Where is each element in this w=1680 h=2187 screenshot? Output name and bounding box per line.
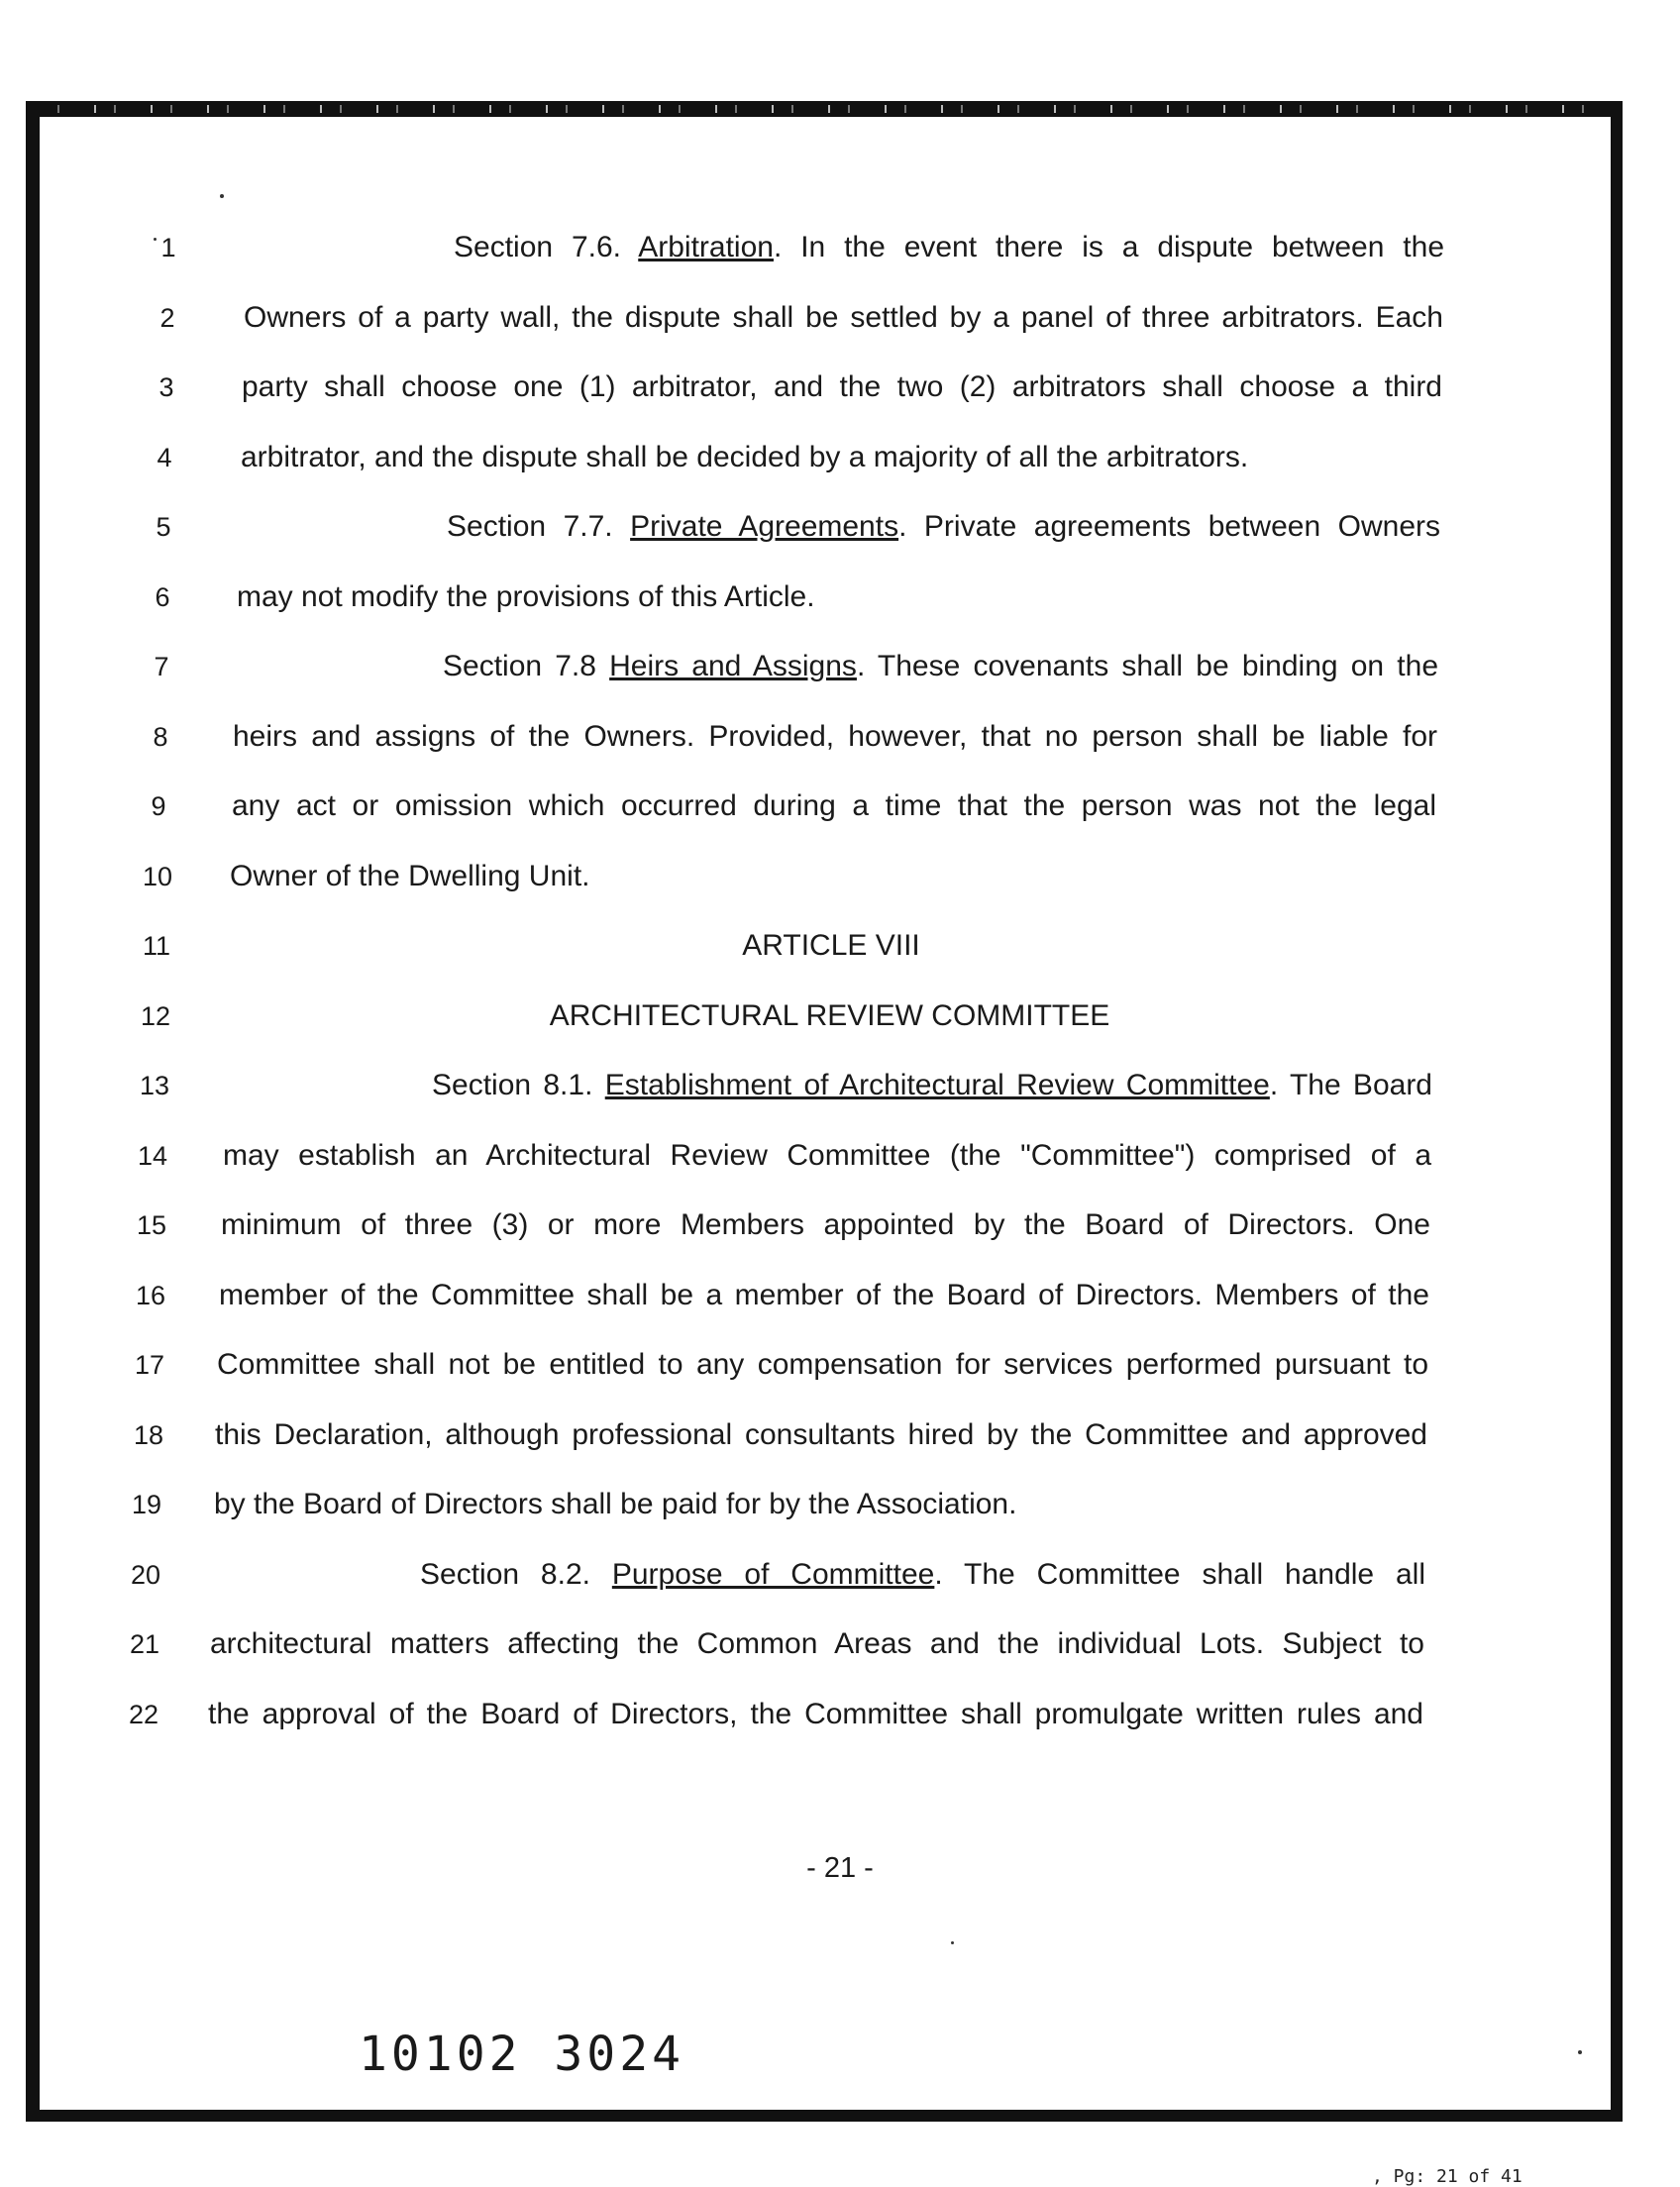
line-number: 7 xyxy=(154,652,169,681)
line-text: heirs and assigns of the Owners. Provided, however, that no person shall be liable for xyxy=(233,720,1437,753)
line-number: 8 xyxy=(153,722,168,752)
document-line xyxy=(221,1196,1430,1255)
line-text: . The Board xyxy=(1269,1069,1432,1101)
line-text: by the Board of Directors shall be paid for by the Association. xyxy=(214,1488,1017,1520)
line-text: Committee shall not be entitled to any compensation for services performed pursuant to xyxy=(217,1348,1428,1381)
line-number: 5 xyxy=(156,512,171,542)
document-line xyxy=(244,288,1443,348)
line-number: 14 xyxy=(137,1141,168,1171)
scan-speck xyxy=(1578,2050,1582,2054)
line-number: 15 xyxy=(136,1210,167,1240)
document-line xyxy=(214,1475,1426,1534)
line-text: Owner of the Dwelling Unit. xyxy=(230,860,590,892)
line-text: may not modify the provisions of this Article. xyxy=(237,580,815,613)
line-text: may establish an Architectural Review Committee (the "Committee") comprised of a xyxy=(223,1139,1431,1172)
document-line xyxy=(239,497,1440,557)
document-line xyxy=(242,358,1442,417)
scan-speck xyxy=(154,238,157,241)
document-line xyxy=(212,1545,1425,1605)
document-line xyxy=(228,916,1434,976)
section-heading: Heirs and Assigns xyxy=(609,650,857,682)
scan-speck xyxy=(220,194,224,198)
recording-stamp: 10102 3024 xyxy=(359,2027,684,2082)
document-line xyxy=(226,987,1433,1046)
document-line xyxy=(224,1056,1432,1115)
line-number: 10 xyxy=(142,862,173,891)
line-text: arbitrator, and the dispute shall be decided by a majority of all the arbitrators. xyxy=(241,441,1249,473)
line-text: member of the Committee shall be a member of the Board of Directors. Members of the xyxy=(219,1279,1429,1311)
line-text: the approval of the Board of Directors, the Committee shall promulgate written rules and xyxy=(208,1698,1423,1730)
line-text: Section 8.1. xyxy=(432,1069,605,1101)
document-line xyxy=(208,1685,1423,1744)
line-text: Section 7.8 xyxy=(443,650,610,682)
document-line xyxy=(210,1614,1424,1674)
document-line xyxy=(223,1126,1431,1186)
line-text: ARTICLE VIII xyxy=(742,929,920,962)
line-text: architectural matters affecting the Common Areas and the individual Lots. Subject to xyxy=(210,1627,1424,1660)
section-heading: Arbitration xyxy=(638,231,774,263)
document-line xyxy=(246,218,1444,277)
line-number: 22 xyxy=(128,1700,159,1729)
line-number: 3 xyxy=(158,372,174,402)
line-number: 6 xyxy=(155,582,170,612)
line-number: 12 xyxy=(140,1001,171,1031)
page-number: - 21 - xyxy=(806,1852,874,1884)
line-text: any act or omission which occurred during a time that the person was not the legal xyxy=(232,789,1436,822)
page-count-label: , Pg: 21 of 41 xyxy=(1372,2166,1522,2187)
section-heading: Establishment of Architectural Review Committee xyxy=(604,1069,1270,1101)
document-line xyxy=(215,1406,1427,1465)
line-text: ARCHITECTURAL REVIEW COMMITTEE xyxy=(549,999,1110,1032)
line-number: 13 xyxy=(139,1071,170,1100)
line-text: . The Committee shall handle all xyxy=(934,1558,1425,1591)
scan-border-noise xyxy=(40,105,1605,113)
section-heading: Private Agreements xyxy=(630,510,899,543)
line-number: 2 xyxy=(159,303,175,333)
line-text: . Private agreements between Owners xyxy=(898,510,1440,543)
scan-speck xyxy=(951,1941,954,1944)
line-text: . In the event there is a dispute between the xyxy=(773,231,1444,263)
document-line xyxy=(217,1335,1428,1395)
line-number: 11 xyxy=(142,931,171,961)
line-text: Section 7.6. xyxy=(454,231,639,263)
section-heading: Purpose of Committee xyxy=(611,1558,935,1591)
line-text: minimum of three (3) or more Members appointed by the Board of Directors. One xyxy=(221,1208,1430,1241)
line-number: 19 xyxy=(131,1490,162,1519)
document-line xyxy=(233,707,1437,767)
line-number: 21 xyxy=(129,1629,160,1659)
line-text: Section 7.7. xyxy=(447,510,631,543)
document-line xyxy=(241,428,1441,487)
line-number: 1 xyxy=(160,233,176,262)
document-line xyxy=(219,1266,1429,1325)
line-number: 16 xyxy=(135,1281,166,1310)
line-text: . These covenants shall be binding on the xyxy=(856,650,1439,682)
line-number: 18 xyxy=(133,1420,164,1450)
document-line xyxy=(237,568,1439,627)
line-text: party shall choose one (1) arbitrator, and the two (2) arbitrators shall choose a third xyxy=(242,370,1442,403)
line-number: 20 xyxy=(130,1560,161,1590)
document-line xyxy=(230,847,1435,906)
document-line xyxy=(232,777,1436,836)
line-number: 17 xyxy=(134,1350,165,1380)
line-text: Section 8.2. xyxy=(420,1558,612,1591)
line-text: this Declaration, although professional consultants hired by the Committee and approved xyxy=(215,1418,1427,1451)
line-number: 4 xyxy=(157,443,172,472)
line-text: Owners of a party wall, the dispute shall be settled by a panel of three arbitrators. Each xyxy=(244,301,1443,334)
line-number: 9 xyxy=(151,791,166,821)
document-line xyxy=(235,637,1438,696)
